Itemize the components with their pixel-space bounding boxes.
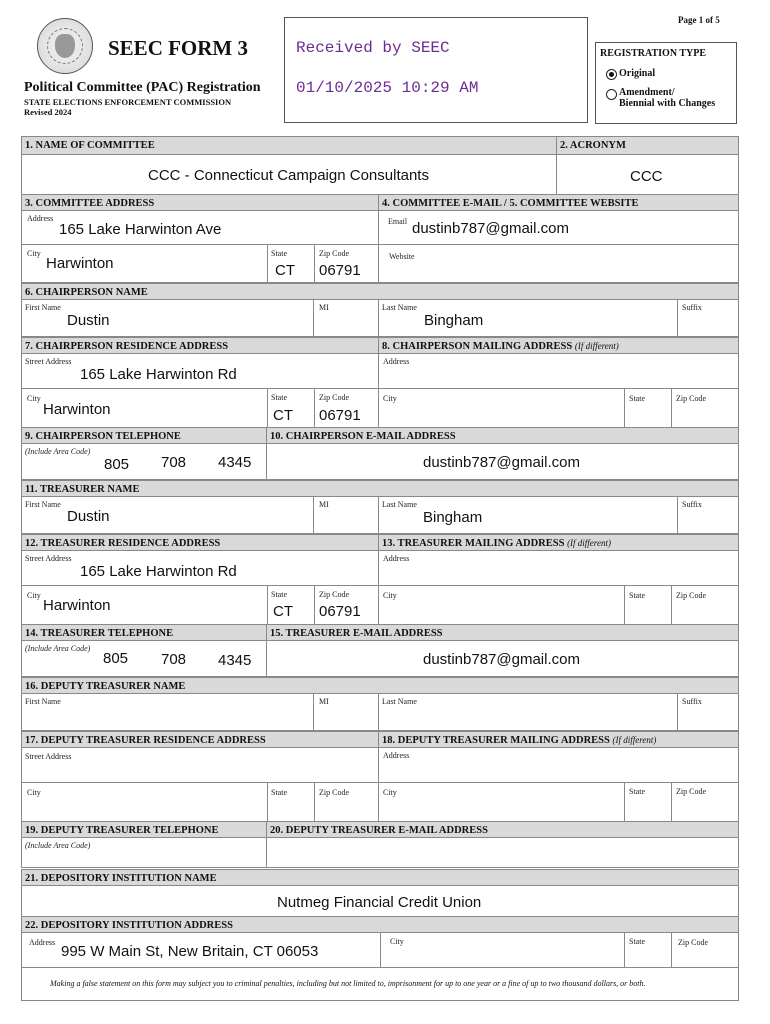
committee-zip-value: 06791 — [319, 262, 361, 279]
chair-mailing-city-state-zip[interactable] — [378, 388, 739, 428]
mailing-address-label: Address — [383, 554, 410, 563]
treasurer-city-state-zip[interactable] — [21, 585, 379, 625]
city-label: City — [27, 591, 41, 600]
treasurer-phone-area: 805 — [103, 650, 129, 667]
chair-email-field[interactable] — [266, 443, 739, 480]
section-18-note: (If different) — [612, 735, 657, 745]
suffix-label: Suffix — [682, 500, 702, 509]
treasurer-phone-prefix: 708 — [161, 651, 187, 668]
treasurer-street-field[interactable] — [21, 550, 379, 586]
treasurer-email-field[interactable] — [266, 640, 739, 677]
committee-email-field[interactable] — [378, 210, 739, 245]
city-label: City — [27, 249, 41, 258]
treasurer-email-value: dustinb787@gmail.com — [423, 651, 580, 668]
section-3-header: 3. COMMITTEE ADDRESS — [21, 194, 379, 211]
treasurer-name-field[interactable] — [21, 496, 739, 534]
mailing-zip-label: Zip Code — [676, 591, 706, 600]
section-2-header: 2. ACRONYM — [556, 136, 739, 155]
mailing-city-label: City — [383, 394, 397, 403]
form-subtitle: Political Committee (PAC) Registration — [24, 80, 261, 95]
committee-state-value: CT — [275, 262, 295, 279]
section-11-header: 11. TREASURER NAME — [21, 480, 739, 497]
city-label: City — [27, 394, 41, 403]
deputy-mailing-address-field[interactable] — [378, 747, 739, 783]
committee-email-value: dustinb787@gmail.com — [412, 220, 569, 237]
registration-type-box — [595, 42, 737, 124]
page-number: Page 1 of 5 — [678, 15, 720, 25]
radio-original-label: Original — [619, 68, 656, 79]
area-code-note: (Include Area Code) — [25, 841, 91, 850]
registration-type-title: REGISTRATION TYPE — [600, 48, 707, 59]
first-name-label: First Name — [25, 303, 61, 312]
treasurer-mailing-city-state-zip[interactable] — [378, 585, 739, 625]
committee-website-field[interactable] — [378, 244, 739, 283]
street-label: Street Address — [25, 554, 72, 563]
section-14-header: 14. TREASURER TELEPHONE — [21, 624, 267, 641]
state-label: State — [629, 937, 645, 946]
deputy-mailing-city-state-zip[interactable] — [378, 782, 739, 822]
mailing-address-label: Address — [383, 357, 410, 366]
chair-email-value: dustinb787@gmail.com — [423, 454, 580, 471]
treasurer-first-name-value: Dustin — [67, 508, 110, 525]
deputy-city-state-zip[interactable] — [21, 782, 379, 822]
chair-phone-prefix: 708 — [161, 454, 187, 471]
section-4-header: 4. COMMITTEE E-MAIL / 5. COMMITTEE WEBSITE — [378, 194, 739, 211]
section-7-header: 7. CHAIRPERSON RESIDENCE ADDRESS — [21, 337, 379, 354]
treasurer-zip-value: 06791 — [319, 603, 361, 620]
section-18-title: 18. DEPUTY TREASURER MAILING ADDRESS — [382, 735, 610, 746]
deputy-street-field[interactable] — [21, 747, 379, 783]
section-9-header: 9. CHAIRPERSON TELEPHONE — [21, 427, 267, 444]
street-label: Street Address — [25, 357, 72, 366]
address-label: Address — [29, 938, 56, 947]
revised-date: Revised 2024 — [24, 107, 72, 117]
treasurer-mailing-address-field[interactable] — [378, 550, 739, 586]
treasurer-phone-line: 4345 — [218, 652, 252, 669]
section-6-header: 6. CHAIRPERSON NAME — [21, 283, 739, 300]
section-19-header: 19. DEPUTY TREASURER TELEPHONE — [21, 821, 267, 838]
depository-address-field[interactable] — [21, 932, 739, 968]
mailing-state-label: State — [629, 394, 645, 403]
suffix-label: Suffix — [682, 697, 702, 706]
treasurer-city-value: Harwinton — [43, 597, 111, 614]
chair-street-value: 165 Lake Harwinton Rd — [80, 366, 237, 383]
section-10-header: 10. CHAIRPERSON E-MAIL ADDRESS — [266, 427, 739, 444]
stamp-timestamp: 01/10/2025 10:29 AM — [296, 79, 479, 97]
treasurer-street-value: 165 Lake Harwinton Rd — [80, 563, 237, 580]
chair-zip-value: 06791 — [319, 407, 361, 424]
city-label: City — [27, 788, 41, 797]
committee-city-state-zip[interactable] — [21, 244, 379, 283]
deputy-email-field[interactable] — [266, 837, 739, 868]
treasurer-last-name-value: Bingham — [423, 509, 483, 526]
form-title: SEEC FORM 3 — [108, 36, 249, 60]
chair-phone-line: 4345 — [218, 454, 252, 471]
treasurer-state-value: CT — [273, 603, 293, 620]
section-20-header: 20. DEPUTY TREASURER E-MAIL ADDRESS — [266, 821, 739, 838]
last-name-label: Last Name — [382, 697, 417, 706]
street-label: Street Address — [25, 752, 72, 761]
chair-street-field[interactable] — [21, 353, 379, 389]
committee-address-field[interactable] — [21, 210, 379, 245]
chair-first-name-value: Dustin — [67, 312, 110, 329]
section-22-header: 22. DEPOSITORY INSTITUTION ADDRESS — [21, 916, 739, 933]
section-16-header: 16. DEPUTY TREASURER NAME — [21, 677, 739, 694]
radio-amendment-label: Amendment/ — [619, 87, 675, 98]
area-code-note: (Include Area Code) — [25, 644, 91, 653]
address-label: Address — [27, 214, 54, 223]
area-code-note: (Include Area Code) — [25, 447, 91, 456]
false-statement-disclaimer: Making a false statement on this form may subject you to criminal penalties, including but not limited to, imprisonment for up to one year or a fine of up to two thousand dollars, or both. — [50, 979, 646, 988]
section-8-header — [378, 337, 739, 354]
section-1-header: 1. NAME OF COMMITTEE — [21, 136, 557, 155]
section-21-header: 21. DEPOSITORY INSTITUTION NAME — [21, 869, 739, 886]
radio-amendment[interactable] — [606, 89, 617, 100]
depository-address-value: 995 W Main St, New Britain, CT 06053 — [61, 943, 319, 960]
website-label: Website — [389, 252, 415, 261]
seec-seal-logo — [37, 18, 93, 74]
depository-name-field[interactable] — [21, 885, 739, 917]
state-label: State — [271, 393, 287, 402]
chair-last-name-value: Bingham — [424, 312, 484, 329]
state-label: State — [271, 249, 287, 258]
mi-label: MI — [319, 697, 329, 706]
section-13-title: 13. TREASURER MAILING ADDRESS — [382, 538, 565, 549]
committee-city-value: Harwinton — [46, 255, 114, 272]
agency-name: STATE ELECTIONS ENFORCEMENT COMMISSION — [24, 97, 232, 107]
chairperson-name-field[interactable] — [21, 299, 739, 337]
email-label: Email — [388, 217, 408, 226]
chair-city-state-zip[interactable] — [21, 388, 379, 428]
mailing-address-label: Address — [383, 751, 410, 760]
section-15-header: 15. TREASURER E-MAIL ADDRESS — [266, 624, 739, 641]
section-12-header: 12. TREASURER RESIDENCE ADDRESS — [21, 534, 379, 551]
committee-name-value: CCC - Connecticut Campaign Consultants — [148, 167, 429, 184]
first-name-label: First Name — [25, 697, 61, 706]
state-label: State — [271, 788, 287, 797]
section-17-header: 17. DEPUTY TREASURER RESIDENCE ADDRESS — [21, 731, 379, 748]
zip-label: Zip Code — [319, 249, 349, 258]
zip-label: Zip Code — [319, 590, 349, 599]
acronym-field[interactable] — [556, 154, 739, 196]
zip-label: Zip Code — [678, 938, 708, 947]
section-13-note: (If different) — [567, 538, 611, 548]
depository-name-value: Nutmeg Financial Credit Union — [277, 894, 482, 911]
mailing-city-label: City — [383, 788, 397, 797]
section-8-title: 8. CHAIRPERSON MAILING ADDRESS — [382, 341, 573, 352]
committee-address-value: 165 Lake Harwinton Ave — [59, 221, 222, 238]
mailing-zip-label: Zip Code — [676, 787, 706, 796]
disclaimer-box — [21, 967, 739, 1001]
acronym-value: CCC — [630, 168, 663, 185]
first-name-label: First Name — [25, 500, 61, 509]
mailing-state-label: State — [629, 787, 645, 796]
chair-telephone-field[interactable] — [21, 443, 267, 480]
mi-label: MI — [319, 303, 329, 312]
state-label: State — [271, 590, 287, 599]
last-name-label: Last Name — [382, 500, 417, 509]
chair-city-value: Harwinton — [43, 401, 111, 418]
deputy-telephone-field[interactable] — [21, 837, 267, 868]
zip-label: Zip Code — [319, 788, 349, 797]
section-13-header — [378, 534, 739, 551]
last-name-label: Last Name — [382, 303, 417, 312]
mailing-state-label: State — [629, 591, 645, 600]
stamp-received-text: Received by SEEC — [296, 39, 450, 57]
chair-phone-area: 805 — [104, 456, 130, 473]
section-18-header — [378, 731, 739, 748]
committee-name-field[interactable] — [21, 154, 557, 196]
treasurer-telephone-field[interactable] — [21, 640, 267, 677]
mailing-zip-label: Zip Code — [676, 394, 706, 403]
section-8-note: (If different) — [574, 341, 619, 351]
zip-label: Zip Code — [319, 393, 349, 402]
mi-label: MI — [319, 500, 329, 509]
suffix-label: Suffix — [682, 303, 702, 312]
deputy-name-field[interactable] — [21, 693, 739, 731]
mailing-city-label: City — [383, 591, 397, 600]
city-label: City — [390, 937, 404, 946]
radio-original[interactable] — [606, 69, 617, 80]
chair-state-value: CT — [273, 407, 293, 424]
received-stamp — [284, 17, 588, 123]
radio-amendment-label-2: Biennial with Changes — [619, 98, 716, 109]
chair-mailing-address-field[interactable] — [378, 353, 739, 389]
